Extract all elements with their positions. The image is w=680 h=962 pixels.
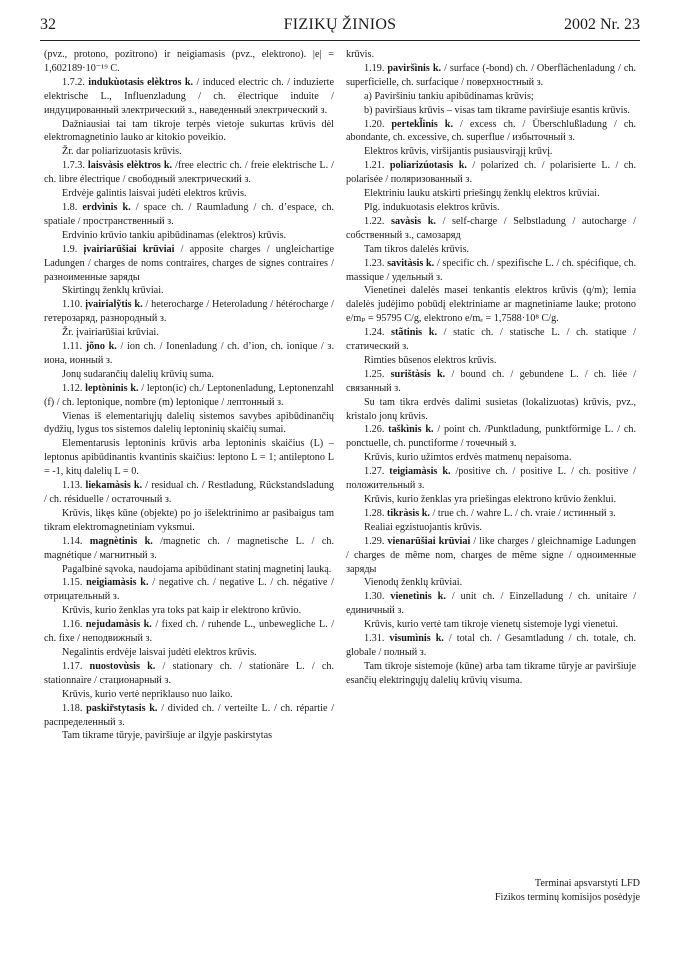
definition-text: Erdvėje galintis laisvai judėti elektros krūvis.: [62, 188, 247, 200]
entry-number: 1.7.3.: [62, 160, 85, 172]
page-header: [40, 12, 640, 41]
definition-text: Žr. įvairiarūšiai krūviai.: [62, 327, 159, 339]
entry-number: 1.9.: [62, 243, 78, 255]
term-translations: /free electric ch. / freie elektrische L. / ch. libre électrique / свободный электрический з.: [44, 160, 335, 186]
term-entry: [44, 660, 334, 688]
term-translations: / like charges / gleichnamige Ladungen / charges de même nom, charges de même signe / одноименные заряды: [346, 535, 636, 575]
term-entry: [44, 243, 334, 285]
term-name: liekamàsis k.: [85, 480, 143, 492]
continued-text: (pvz., protono, pozitrono) ir neigiamasis (pvz., elektrono). |e| = 1,602189·10⁻¹⁹ C.: [44, 49, 334, 74]
term-name: vienetìnis k.: [390, 591, 446, 603]
entry-number: 1.21.: [364, 160, 385, 172]
definition-text: Su tam tikra erdvės dalimi susietas (lokalizuotas) krūvis, pvz., kristalo jonų krūvis.: [346, 396, 636, 422]
definition-text: Krūvis, likęs kūne (objekte) po jo išelektrinimo ar pasibaigus tam tikram elektromagnetiniam vyksmui.: [44, 507, 334, 533]
term-translations: / self-charge / Selbstladung / autocharge / собственный з., самозаряд: [346, 215, 636, 241]
definition-text: Jonų sudarančių dalelių krūvių suma.: [62, 368, 214, 380]
term-entry: [346, 632, 636, 660]
term-translations: / total ch. / Gesamtladung / ch. totale, ch. globale / полный з.: [346, 633, 637, 658]
definition-text: Krūvis, kurio vertė nepriklauso nuo laiko.: [62, 688, 233, 700]
entry-number: 1.22.: [364, 215, 385, 227]
issue-label: 2002 Nr. 23: [564, 16, 640, 33]
term-entry: [346, 159, 636, 187]
term-entry: [44, 76, 334, 118]
term-name: įvairiarūšiai krūviai: [83, 243, 175, 255]
definition-text: Krūvis, kurio užimtos erdvės matmenų nepaisoma.: [364, 452, 572, 464]
term-translations: / stationary ch. / stationäre L. / ch. stationnaire / стационарный з.: [44, 660, 335, 686]
term-entry: [346, 62, 636, 90]
term-translations: / lepton(ic) ch./ Leptonenladung, Leptonenzahl (f) / ch. leptonique, nombre (m) leptonique / лептонный з.: [44, 382, 334, 408]
entry-number: 1.10.: [62, 299, 83, 311]
term-name: laisvàsis elèktros k.: [87, 160, 173, 172]
term-translations: / true ch. / wahre L. / ch. vraie / истинный з.: [432, 507, 616, 519]
term-translations: / residual ch. / Restladung, Rückstandsladung / ch. résiduelle / остаточный з.: [44, 480, 335, 505]
term-entry: [346, 535, 636, 577]
entry-number: 1.26.: [364, 424, 385, 436]
definition-text: Tam tikros dalelės krūvis.: [364, 243, 470, 255]
definition-text: Dažniausiai tai tam tikroje terpės vietoje sukurtas krūvis dėl elektromagnetinio lauko ar kitokio poveikio.: [44, 118, 334, 144]
entry-number: 1.14.: [62, 535, 83, 547]
term-translations: / negative ch. / negative L. / ch. négative / отрицательный з.: [44, 577, 335, 603]
term-name: vienarūšiai krūviai: [387, 535, 471, 547]
term-name: leptòninis k.: [85, 382, 139, 394]
entry-number: 1.20.: [364, 118, 385, 130]
term-name: pertekl̃inis k.: [391, 118, 453, 130]
definition-text: Vienas iš elementariųjų dalelių sistemos savybes apibūdinančių dydžių, lygus tos sistemos dalelių leptoninių skaičių sumai.: [44, 410, 334, 436]
term-name: įvairialỹtis k.: [85, 299, 143, 311]
definition-text: Elektros krūvis, viršijantis pusiausvirąjį krūvį.: [364, 146, 553, 158]
term-entry: [346, 215, 636, 243]
definition-text: Plg. indukuotasis elektros krūvis.: [364, 201, 500, 213]
definition-text: Krūvis, kurio vertė tam tikroje vienetų sistemoje lygi vienetui.: [364, 619, 619, 631]
definition-text: Erdvinio krūvio tankiu apibūdinamas (elektros) krūvis.: [62, 229, 287, 241]
page-number: 32: [40, 16, 56, 33]
entry-number: 1.15.: [62, 577, 83, 589]
entry-number: 1.31.: [364, 633, 385, 645]
definition-text: Krūvis, kurio ženklas yra priešingas elektrono krūvio ženklui.: [364, 494, 617, 505]
journal-title: FIZIKŲ ŽINIOS: [283, 16, 397, 33]
entry-number: 1.11.: [62, 341, 82, 353]
footer-line-1: Terminai apsvarstyti LFD: [534, 878, 640, 889]
term-entry: [44, 618, 334, 646]
definition-text: Elementarusis leptoninis krūvis arba leptoninis skaičius (L) – leptonus apibūdinantis kvantinis skaičius: leptono L = 1; antileptono L = -1, kitų dalelių L = 0.: [44, 438, 334, 478]
term-name: stãtinis k.: [391, 327, 437, 339]
term-name: savitàsis k.: [387, 257, 435, 269]
definition-text: Tam tikrame tūryje, paviršiuje ar ilgyje paskirstytas: [62, 730, 273, 742]
term-translations: / excess ch. / Überschlußladung / ch. abondante, ch. excessive, ch. superflue / избыточный з.: [346, 118, 637, 144]
term-translations: /positive ch. / positive L. / ch. positive / положительный з.: [346, 466, 636, 492]
continued-text: krūvis.: [346, 49, 375, 60]
term-name: paviršìnis k.: [387, 62, 442, 74]
term-translations: / space ch. / Raumladung / ch. d’espace, ch. spatiale / пространственный з.: [44, 201, 335, 227]
entry-number: 1.16.: [62, 619, 83, 631]
term-entry: [346, 465, 636, 493]
term-name: indukùotasis elèktros k.: [88, 76, 194, 88]
term-translations: / apposite charges / ungleichartige Ladungen / charges de noms contraires, charges de signes contraires / разноименные заряды: [44, 243, 335, 283]
term-translations: / surface (-bond) ch. / Oberflächenladung / ch. superficielle, ch. surfacique / поверхностный з.: [346, 62, 636, 88]
left-column: [44, 48, 334, 743]
entry-number: 1.30.: [364, 591, 385, 603]
entry-number: 1.13.: [62, 480, 83, 492]
term-translations: / specific ch. / spezifische L. / ch. spécifique, ch. massique / удельный з.: [346, 257, 637, 283]
term-name: magnètinis k.: [89, 535, 153, 547]
entry-number: 1.19.: [364, 62, 385, 74]
term-entry: [44, 479, 334, 507]
definition-text: Negalintis erdvėje laisvai judėti elektros krūvis.: [62, 646, 257, 658]
term-name: nuostovùsis k.: [89, 660, 156, 672]
term-name: erdvìnis k.: [82, 201, 131, 213]
definition-text: Tam tikroje sistemoje (kūne) arba tam tikrame tūryje ar paviršiuje esančių elektringųjų dalelių krūvių visuma.: [346, 660, 636, 686]
term-translations: / static ch. / statische L. / ch. statique / статический з.: [346, 327, 637, 353]
entry-number: 1.17.: [62, 660, 83, 672]
entry-number: 1.29.: [364, 535, 385, 547]
term-translations: / bound ch. / gebundene L. / ch. liée / связанный з.: [346, 368, 637, 394]
entry-number: 1.8.: [62, 201, 78, 213]
term-name: tikràsis k.: [386, 507, 430, 519]
definition-text: Realiai egzistuojantis krūvis.: [364, 521, 482, 533]
term-name: poliarizúotasis k.: [389, 160, 467, 172]
entry-number: 1.28.: [364, 507, 385, 519]
definition-text: Vienodų ženklų krūviai.: [364, 577, 463, 589]
term-translations: / divided ch. / verteilte L. / ch. répartie / распределенный з.: [44, 702, 335, 728]
entry-number: 1.25.: [364, 368, 385, 380]
term-entry: [44, 535, 334, 563]
term-name: savàsis k.: [391, 215, 436, 227]
term-entry: [346, 257, 636, 285]
definition-text: Pagalbinė sąvoka, naudojama apibūdinant statinį magnetinį lauką.: [62, 563, 332, 575]
term-entry: [346, 326, 636, 354]
footer-note: [380, 877, 640, 905]
definition-text: Skirtingų ženklų krūviai.: [62, 285, 164, 297]
term-entry: [44, 340, 334, 368]
term-entry: [346, 423, 636, 451]
term-entry: [44, 702, 334, 730]
term-translations: / induced electric ch. / induzierte elektrische L., Influenzladung / ch. électrique induite / индуцированный электрический з., наведенный электрический з.: [44, 76, 335, 116]
term-entry: [44, 298, 334, 326]
term-translations: / unit ch. / Einzelladung / ch. unitaire / единичный з.: [346, 591, 637, 617]
term-entry: [346, 507, 636, 521]
term-entry: [346, 368, 636, 396]
term-entry: [44, 576, 334, 604]
term-translations: / heterocharge / Heteroladung / hétérocharge / гетерозаряд, разнородный з.: [44, 299, 335, 325]
term-name: teigiamàsis k.: [389, 466, 451, 478]
term-name: surištàsis k.: [390, 368, 446, 380]
definition-text: b) paviršiaus krūvis – visas tam tikrame paviršiuje esantis krūvis.: [364, 104, 630, 116]
definition-text: a) Paviršiniu tankiu apibūdinamas krūvis;: [364, 90, 534, 102]
entry-number: 1.12.: [62, 382, 83, 394]
term-entry: [44, 159, 334, 187]
term-name: taškìnis k.: [388, 424, 434, 436]
right-column: [346, 48, 636, 688]
definition-text: Vienetinei dalelės masei tenkantis elektros krūvis (q/m); lemia dalelės judėjimo pobūdį elektriniame ar magnetiniame lauke; protono e/mₚ = 95795 C/g, elektrono e/mₑ = 1,7588·10⁸ C/g.: [346, 285, 636, 325]
entry-number: 1.24.: [364, 327, 385, 339]
term-name: paskir̃stytasis k.: [86, 702, 158, 714]
term-name: neigiamàsis k.: [86, 577, 149, 589]
entry-number: 1.23.: [364, 257, 385, 269]
definition-text: Krūvis, kurio ženklas yra toks pat kaip ir elektrono krūvio.: [62, 605, 302, 617]
term-name: visumìnis k.: [389, 633, 444, 645]
term-name: jõno k.: [85, 341, 117, 353]
term-entry: [44, 382, 334, 410]
entry-number: 1.27.: [364, 466, 385, 478]
term-translations: /magnetic ch. / magnetische L. / ch. magnétique / магнитный з.: [44, 535, 335, 561]
footer-line-2: Fizikos terminų komisijos posėdyje: [494, 892, 640, 903]
term-translations: / fixed ch. / ruhende L., unbewegliche L. / ch. fixe / неподвижный з.: [44, 619, 335, 645]
definition-text: Rimties būsenos elektros krūvis.: [364, 354, 497, 366]
term-translations: / point ch. /Punktladung, punktförmige L. / ch. ponctuelle, ch. punctiforme / точечный з.: [346, 424, 636, 450]
definition-text: Žr. dar poliarizuotasis krūvis.: [62, 146, 182, 158]
term-entry: [346, 118, 636, 146]
definition-text: Elektriniu lauku atskirti priešingų ženklų elektros krūviai.: [364, 188, 600, 200]
term-name: nejudamàsis k.: [85, 619, 152, 631]
term-entry: [346, 590, 636, 618]
term-translations: / ion ch. / Ionenladung / ch. d’ion, ch. ionique / з. иона, ионный з.: [44, 341, 334, 366]
term-entry: [44, 201, 334, 229]
term-translations: / polarized ch. / polarisierte L. / ch. polarisée / поляризованный з.: [346, 160, 637, 186]
entry-number: 1.18.: [62, 702, 83, 714]
entry-number: 1.7.2.: [62, 76, 85, 88]
